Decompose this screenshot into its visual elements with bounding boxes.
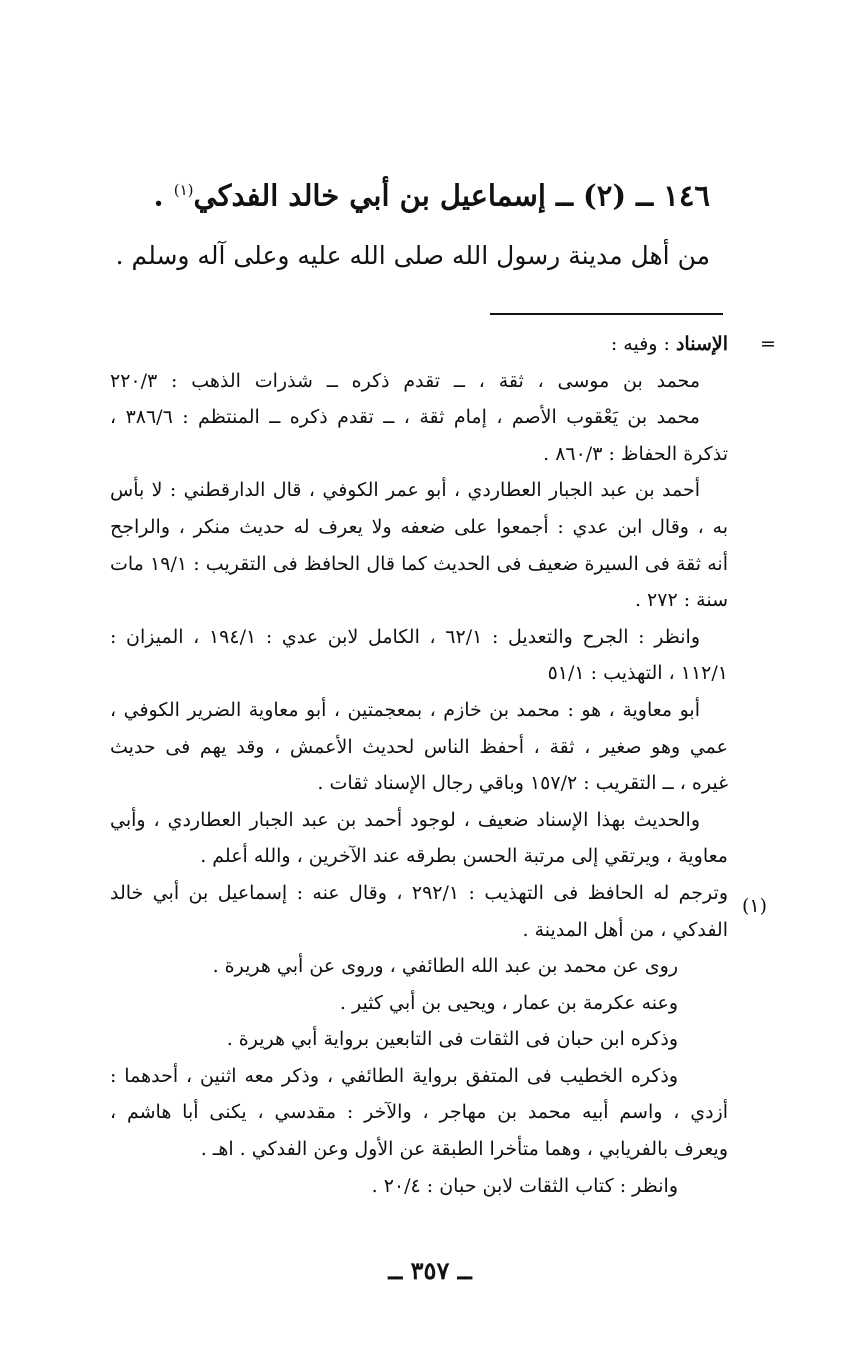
- note-line: محمد بن موسى ، ثقة ، ــ تقدم ذكره ــ شذرات الذهب : ٢٢٠/٣: [110, 369, 700, 392]
- note-line: والحديث بهذا الإسناد ضعيف ، لوجود أحمد بن عبد الجبار العطاردي ، وأبي: [110, 808, 700, 831]
- footnote-line: وذكره ابن حبان فى الثقات فى التابعين برواية أبي هريرة .: [226, 1028, 678, 1051]
- notes-section: [110, 326, 728, 1204]
- footnote-line: روى عن محمد بن عبد الله الطائفي ، وروى عن أبي هريرة .: [212, 955, 678, 978]
- isnad-line: [110, 326, 728, 363]
- note-line: ١١٢/١ ، التهذيب : ٥١/١: [547, 662, 728, 685]
- entry-subtitle: من أهل مدينة رسول الله صلى الله عليه وعلى آله وسلم .: [115, 241, 710, 270]
- note-line: سنة : ٢٧٢ .: [634, 589, 728, 612]
- entry-heading: [110, 168, 710, 218]
- footnote-line: وذكره الخطيب فى المتفق برواية الطائفي ، وذكر معه اثنين ، أحدهما :: [110, 1064, 678, 1087]
- entry-title-end: .: [153, 178, 174, 213]
- continuation-marker: =: [760, 333, 776, 355]
- note-line: أحمد بن عبد الجبار العطاردي ، أبو عمر الكوفي ، قال الدارقطني : لا بأس: [110, 479, 700, 502]
- note-line: أبو معاوية ، هو : محمد بن خازم ، بمعجمتين ، أبو معاوية الضرير الكوفي ،: [110, 698, 700, 721]
- note-line: معاوية ، ويرتقي إلى مرتبة الحسن بطرقه عند الآخرين ، والله أعلم .: [200, 845, 728, 868]
- isnad-intro: : وفيه :: [610, 333, 676, 355]
- footnote-line: وعنه عكرمة بن عمار ، ويحيى بن أبي كثير .: [339, 991, 678, 1014]
- footnote-separator: [490, 313, 723, 315]
- footnote-reference: (١): [173, 181, 194, 199]
- footnote-line: الفدكي ، من أهل المدينة .: [522, 918, 728, 941]
- footnote-line: وانظر : كتاب الثقات لابن حبان : ٢٠/٤ .: [371, 1174, 678, 1197]
- note-line: به ، وقال ابن عدي : أجمعوا على ضعفه ولا يعرف له حديث منكر ، والراجح: [110, 515, 728, 538]
- note-line: أنه ثقة فى السيرة ضعيف فى الحديث كما قال الحافظ فى التقريب : ١٩/١ مات: [110, 552, 728, 575]
- note-line: تذكرة الحفاظ : ٨٦٠/٣ .: [543, 442, 728, 465]
- footnote-line: وترجم له الحافظ فى التهذيب : ٢٩٢/١ ، وقال عنه : إسماعيل بن أبي خالد: [110, 881, 728, 904]
- page-number: ــ ٣٥٧ ــ: [388, 1256, 472, 1285]
- footnote-line: ويعرف بالفريابي ، وهما متأخرا الطبقة عن الأول وعن الفدكي . اهـ .: [200, 1138, 728, 1161]
- note-line: محمد بن يَعْقوب الأصم ، إمام ثقة ، ــ تقدم ذكره ــ المنتظم : ٣٨٦/٦ ،: [110, 406, 700, 429]
- footnote-marker: (١): [742, 895, 768, 917]
- footnote-line: أزدي ، واسم أبيه محمد بن مهاجر ، والآخر : مقدسي ، يكنى أبا هاشم ،: [110, 1101, 728, 1124]
- entry-title: ١٤٦ ــ (٢) ــ إسماعيل بن أبي خالد الفدكي: [193, 178, 710, 213]
- isnad-label: الإسناد: [675, 333, 728, 355]
- note-line: غيره ، ــ التقريب : ١٥٧/٢ وباقي رجال الإسناد ثقات .: [317, 772, 728, 795]
- note-line: عمي وهو صغير ، ثقة ، أحفظ الناس لحديث الأعمش ، وقد يهم فى حديث: [110, 735, 728, 758]
- note-line: وانظر : الجرح والتعديل : ٦٢/١ ، الكامل لابن عدي : ١٩٤/١ ، الميزان :: [110, 625, 701, 648]
